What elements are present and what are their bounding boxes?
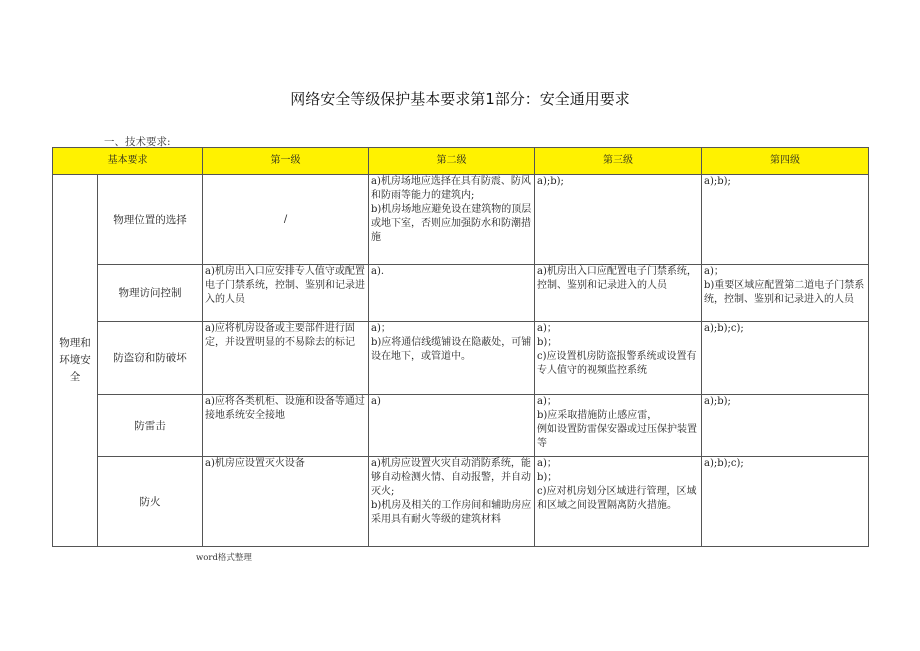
level-1-cell [203, 457, 369, 547]
row-item-label: 防火 [139, 495, 161, 508]
requirement-text: 例如设置防雷保安器或过压保护装置等 [537, 424, 697, 449]
level-2-cell [369, 265, 535, 322]
row-item-cell [98, 395, 203, 457]
requirement-text: a)应将各类机柜、设施和设备等通过接地系统安全接地 [205, 396, 365, 421]
header-level-3: 第三级 [535, 148, 702, 175]
requirement-text: a)机房出入口应配置电子门禁系统，控制、鉴别和记录进入的人员 [537, 266, 697, 291]
requirements-table [52, 147, 869, 547]
level-1-cell [203, 265, 369, 322]
category-cell: 物理和环境安全 [53, 175, 98, 547]
requirement-text: b)机房场地应避免设在建筑物的顶层或地下室，否则应加强防水和防潮措施 [371, 204, 532, 243]
footer-note: word格式整理 [196, 553, 252, 563]
requirement-text: a)应将机房设备或主要部件进行固定，并设置明显的不易除去的标记 [205, 323, 355, 348]
requirement-text: a)； [537, 396, 557, 407]
row-item-label: 防雷击 [134, 419, 166, 432]
header-level-1: 第一级 [203, 148, 369, 175]
requirement-text: c)应设置机房防盗报警系统或设置有专人值守的视频监控系统 [537, 351, 697, 376]
row-item-cell [98, 265, 203, 322]
table-row [53, 175, 869, 265]
table-row [53, 265, 869, 322]
table-row [53, 322, 869, 395]
requirement-text: a)； [704, 266, 724, 277]
level-2-cell [369, 175, 535, 265]
level-3-cell [535, 395, 702, 457]
level-1-cell [203, 395, 369, 457]
requirement-text: a);b); [704, 396, 731, 407]
level-4-cell [702, 265, 869, 322]
requirement-text: a) [371, 396, 381, 407]
requirement-text: b)应将通信线缆铺设在隐蔽处，可铺设在地下，或管道中。 [371, 337, 532, 362]
level-4-cell [702, 457, 869, 547]
level-2-cell [369, 457, 535, 547]
row-item-label: 物理位置的选择 [113, 213, 187, 226]
requirement-text: b)； [537, 472, 558, 483]
level-1-cell [203, 322, 369, 395]
requirement-text: a);b); [704, 176, 731, 187]
requirement-text: b)应采取措施防止感应雷， [537, 410, 658, 421]
level-4-cell [702, 395, 869, 457]
requirement-text: a);b);c); [704, 323, 744, 334]
requirement-text: a)； [537, 458, 557, 469]
table-row [53, 395, 869, 457]
level-4-cell [702, 322, 869, 395]
row-item-cell [98, 457, 203, 547]
level-2-cell [369, 395, 535, 457]
table-row [53, 457, 869, 547]
header-level-2: 第二级 [369, 148, 535, 175]
requirement-text: a). [371, 266, 385, 277]
table-header-row [53, 148, 869, 175]
level-4-cell [702, 175, 869, 265]
requirement-text: a);b);c); [704, 458, 744, 469]
requirement-text: a)机房场地应选择在具有防震、防风和防雨等能力的建筑内; [371, 176, 531, 201]
level-3-cell [535, 175, 702, 265]
level-2-cell [369, 322, 535, 395]
requirement-text: a);b); [537, 176, 564, 187]
level-3-cell [535, 265, 702, 322]
requirement-text: a)机房出入口应安排专人值守或配置电子门禁系统，控制、鉴别和记录进入的人员 [205, 266, 365, 305]
requirement-text: a)； [371, 323, 391, 334]
header-basic-requirement: 基本要求 [53, 148, 203, 175]
level-3-cell [535, 457, 702, 547]
document-title: 网络安全等级保护基本要求第1部分：安全通用要求 [290, 90, 630, 108]
level-1-cell [203, 175, 369, 265]
requirement-text: / [283, 213, 288, 225]
row-item-label: 物理访问控制 [118, 287, 182, 299]
requirement-text: a)机房应设置火灾自动消防系统，能够自动检测火情、自动报警，并自动灭火; [371, 458, 531, 497]
requirement-text: c)应对机房划分区域进行管理，区域和区域之间设置隔离防火措施。 [537, 486, 697, 511]
requirement-text: b)； [537, 337, 558, 348]
header-level-4: 第四级 [702, 148, 869, 175]
level-3-cell [535, 322, 702, 395]
requirement-text: b)重要区域应配置第二道电子门禁系统，控制、鉴别和记录进入的人员 [704, 280, 865, 305]
section-heading: 一、技术要求: [104, 136, 171, 148]
requirement-text: a)； [537, 323, 557, 334]
row-item-cell [98, 322, 203, 395]
requirement-text: b)机房及相关的工作房间和辅助房应采用具有耐火等级的建筑材料 [371, 500, 532, 525]
row-item-cell [98, 175, 203, 265]
requirement-text: a)机房应设置灭火设备 [205, 458, 305, 469]
row-item-label: 防盗窃和防破坏 [113, 352, 187, 364]
